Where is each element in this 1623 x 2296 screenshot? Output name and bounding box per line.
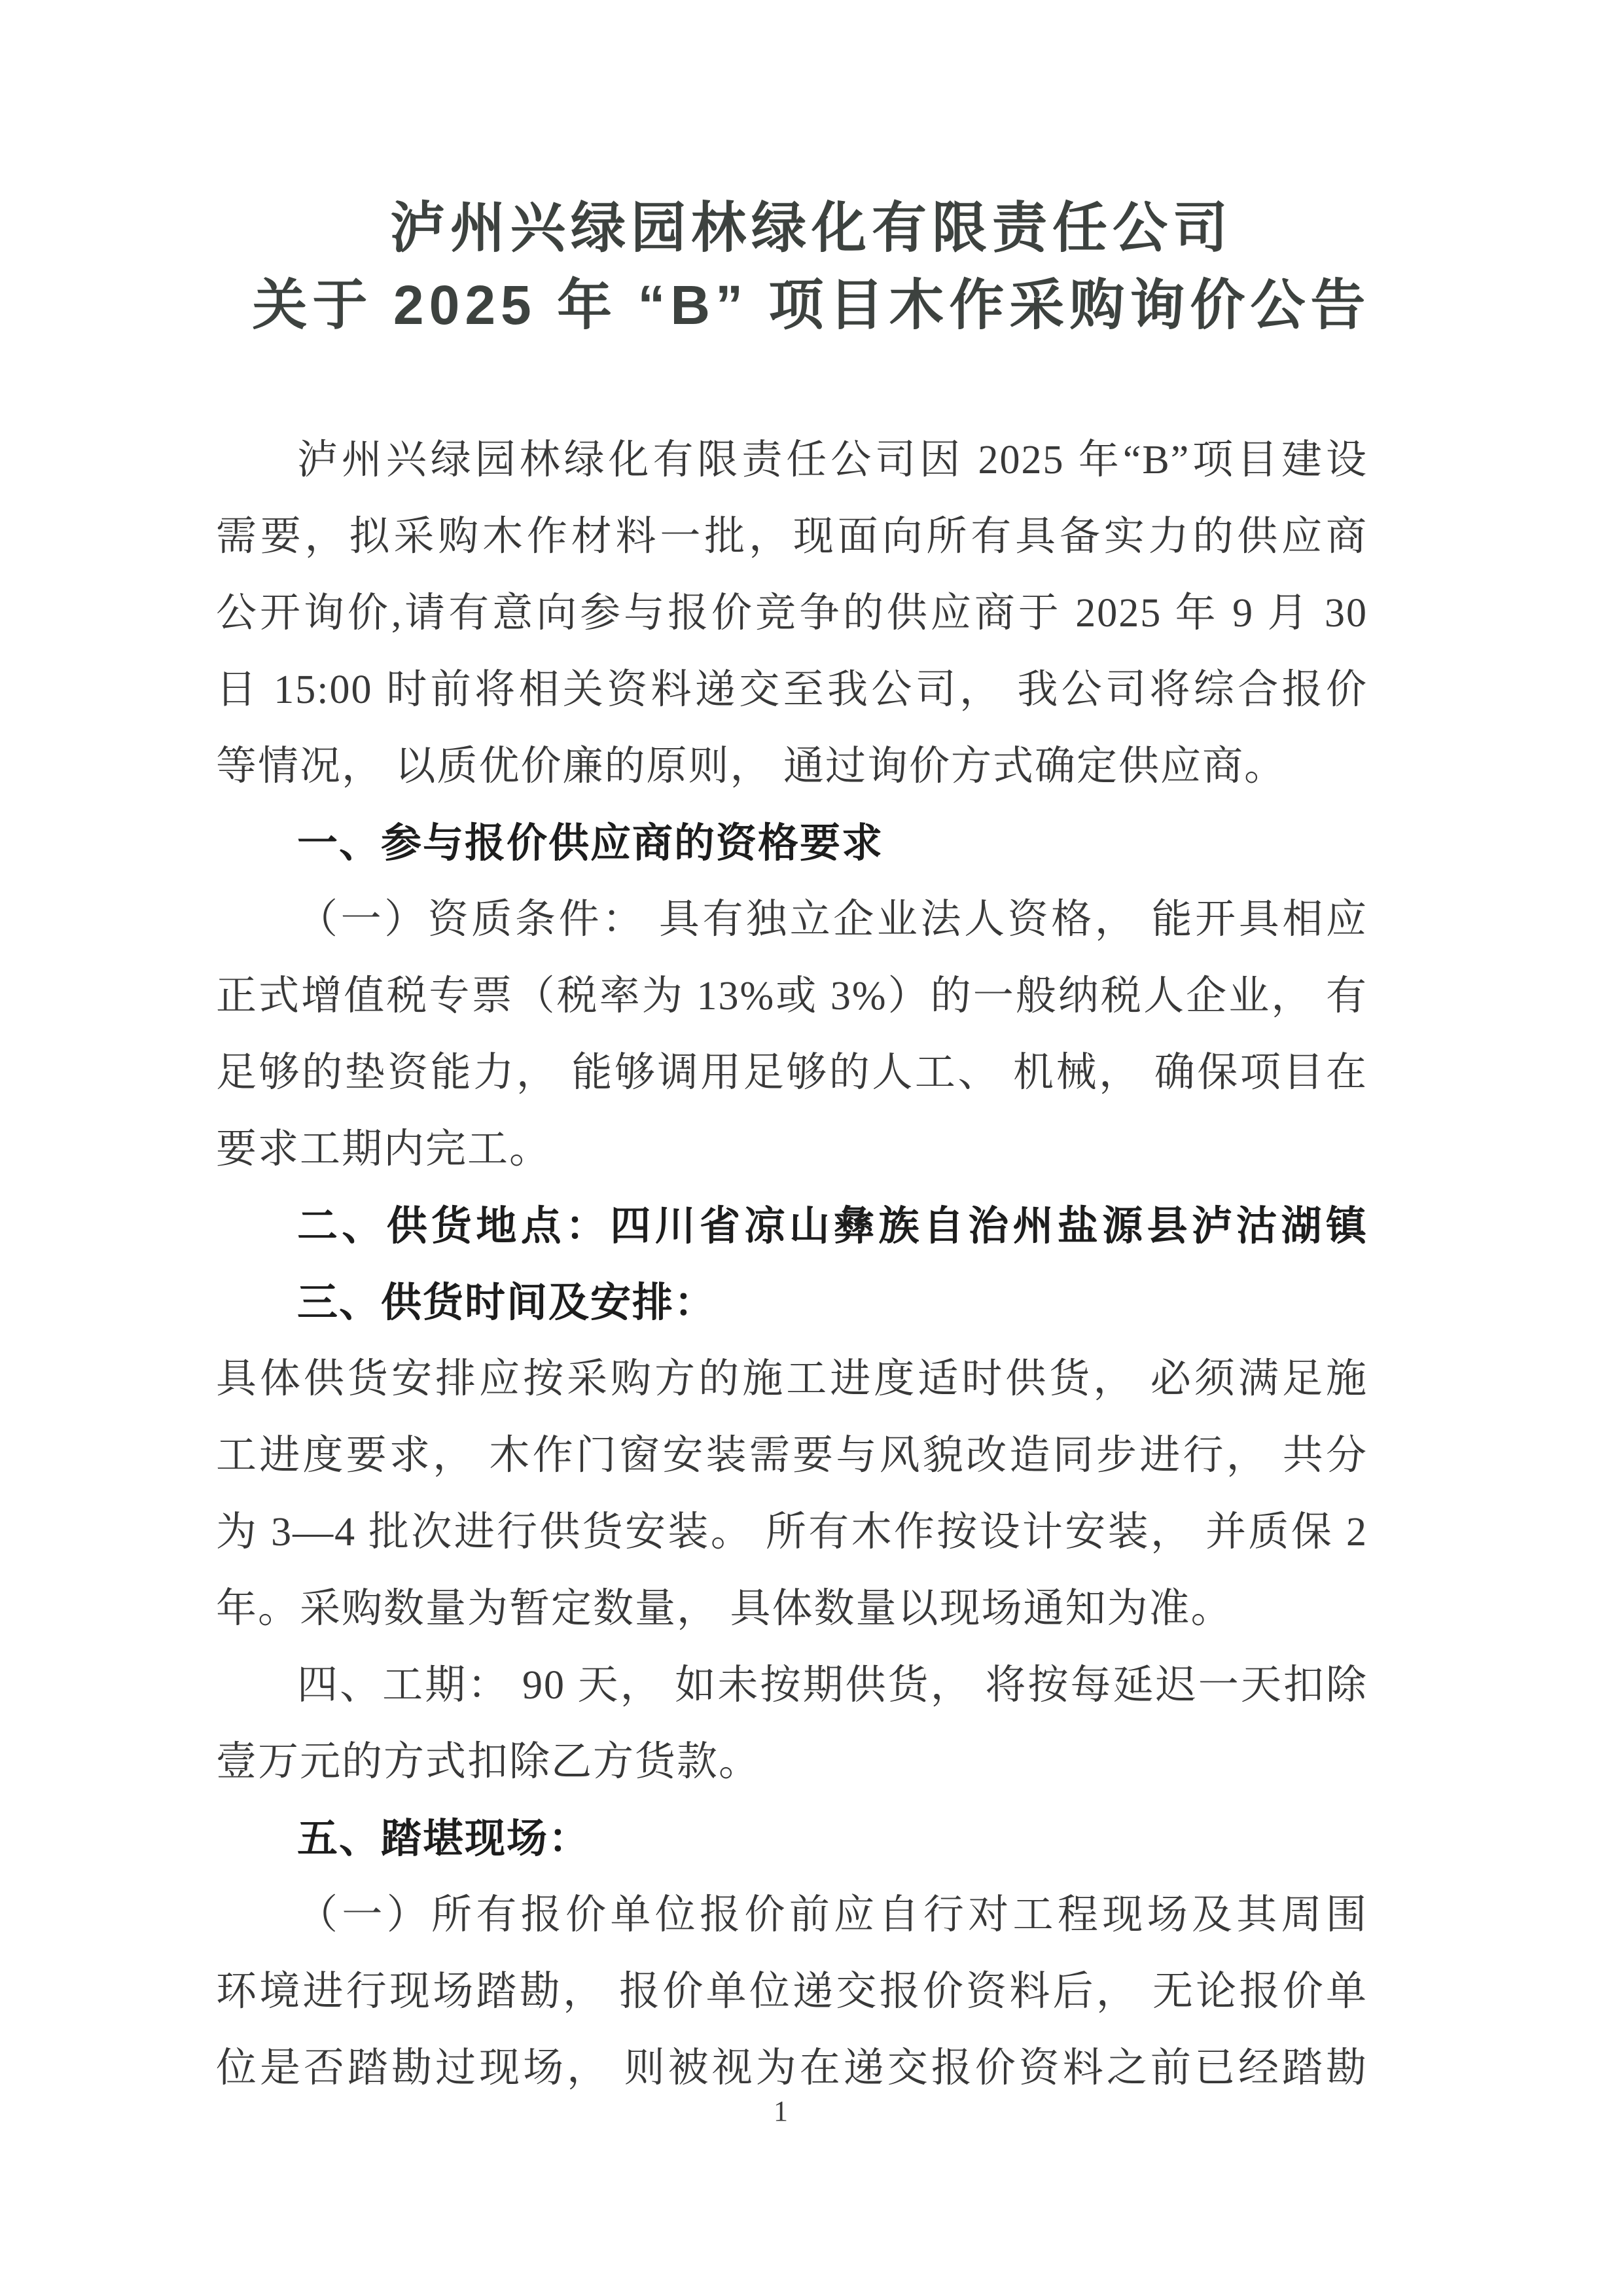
text-line: （一）资质条件： 具有独立企业法人资格， 能开具相应: [297, 897, 1368, 942]
text-line: 正式增值税专票（税率为 13%或 3%）的一般纳税人企业， 有: [216, 974, 1368, 1018]
text-line: 足够的垫资能力， 能够调用足够的人工、 机械， 确保项目在: [216, 1050, 1368, 1095]
text-line: 具体供货安排应按采购方的施工进度适时供货， 必须满足施: [216, 1357, 1368, 1401]
text-line: 公开询价,请有意向参与报价竞争的供应商于 2025 年 9 月 30: [216, 591, 1368, 636]
text-line: 环境进行现场踏勘， 报价单位递交报价资料后， 无论报价单: [216, 1969, 1368, 2014]
text-line: 二、供货地点：四川省凉山彝族自治州盐源县泸沽湖镇: [297, 1204, 1368, 1249]
text-line: 一、参与报价供应商的资格要求: [297, 821, 884, 866]
text-line: 五、踏堪现场：: [297, 1816, 591, 1861]
document-title-line2: 关于 2025 年 “B” 项目木作采购询价公告: [252, 274, 1371, 336]
page-number: 1: [774, 2095, 788, 2127]
text-line: 三、供货时间及安排：: [297, 1280, 717, 1325]
text-line: 工进度要求， 木作门窗安装需要与风貌改造同步进行， 共分: [216, 1433, 1368, 1478]
text-line: 四、工期： 90 天， 如未按期供货， 将按每延迟一天扣除: [297, 1663, 1368, 1708]
text-line: 需要，拟采购木作材料一批，现面向所有具备实力的供应商: [216, 514, 1368, 559]
text-line: 要求工期内完工。: [216, 1127, 552, 1172]
text-line: 日 15:00 时前将相关资料递交至我公司， 我公司将综合报价: [216, 668, 1368, 712]
text-line: 泸州兴绿园林绿化有限责任公司因 2025 年“B”项目建设: [297, 438, 1368, 482]
text-line: 位是否踏勘过现场， 则被视为在递交报价资料之前已经踏勘: [216, 2046, 1368, 2090]
text-line: 年。采购数量为暂定数量， 具体数量以现场通知为准。: [216, 1587, 1233, 1631]
text-line: （一）所有报价单位报价前应自行对工程现场及其周围: [297, 1893, 1368, 1937]
document-body: [216, 422, 1368, 2107]
text-line: 为 3—4 批次进行供货安装。 所有木作按设计安装， 并质保 2: [216, 1510, 1368, 1554]
text-line: 等情况， 以质优价廉的原则， 通过询价方式确定供应商。: [216, 744, 1287, 789]
document-title-line1: 泸州兴绿园林绿化有限责任公司: [389, 197, 1233, 259]
text-line: 壹万元的方式扣除乙方货款。: [216, 1740, 761, 1784]
